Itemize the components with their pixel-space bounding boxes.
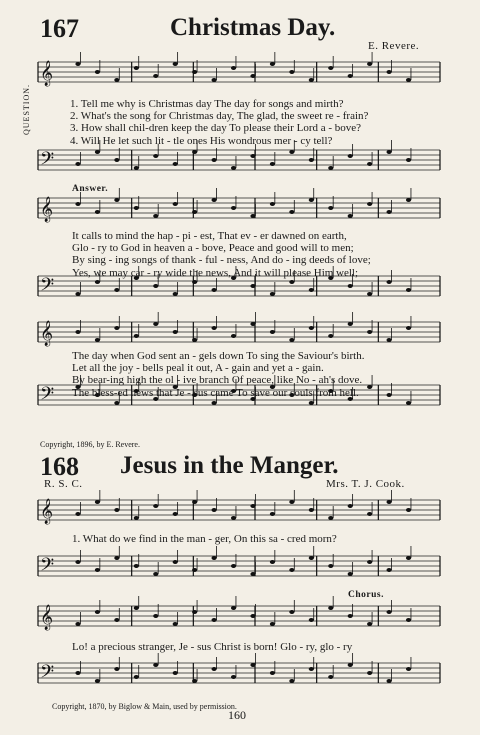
note-head bbox=[75, 512, 80, 516]
note-head bbox=[367, 330, 372, 334]
note-head bbox=[328, 516, 333, 520]
note-head bbox=[153, 614, 158, 618]
note-head bbox=[134, 606, 139, 610]
note-head bbox=[212, 401, 217, 405]
note-head bbox=[406, 401, 411, 405]
clef-icon: 𝄞 bbox=[40, 321, 54, 346]
note-head bbox=[231, 206, 236, 210]
note-head bbox=[270, 162, 275, 166]
note-head bbox=[212, 556, 217, 560]
clef-icon: 𝄞 bbox=[40, 499, 54, 524]
note-head bbox=[114, 78, 119, 82]
answer-verses bbox=[72, 230, 371, 279]
note-head bbox=[328, 166, 333, 170]
note-head bbox=[231, 675, 236, 679]
note-head bbox=[270, 62, 275, 66]
note-head bbox=[75, 202, 80, 206]
note-head bbox=[231, 166, 236, 170]
answer-label: Answer. bbox=[72, 184, 109, 194]
note-head bbox=[114, 556, 119, 560]
note-head bbox=[75, 560, 80, 564]
note-head bbox=[387, 280, 392, 284]
note-head bbox=[270, 292, 275, 296]
clef-icon: 𝄢 bbox=[40, 662, 55, 687]
copyright-168: Copyright, 1870, by Biglow & Main, used by permission. bbox=[52, 702, 237, 711]
note-head bbox=[387, 568, 392, 572]
answer-verse-4: Yes, we may car - ry wide the news, And it will please Him well; bbox=[72, 266, 359, 279]
note-head bbox=[406, 508, 411, 512]
note-head bbox=[212, 667, 217, 671]
note-head bbox=[348, 614, 353, 618]
note-head bbox=[348, 74, 353, 78]
note-head bbox=[367, 162, 372, 166]
note-head bbox=[95, 568, 100, 572]
clef-icon: 𝄢 bbox=[40, 275, 55, 300]
note-head bbox=[348, 504, 353, 508]
note-head bbox=[95, 210, 100, 214]
note-head bbox=[95, 150, 100, 154]
note-head bbox=[95, 679, 100, 683]
note-head bbox=[387, 338, 392, 342]
note-head bbox=[367, 202, 372, 206]
note-head bbox=[153, 154, 158, 158]
note-head bbox=[134, 66, 139, 70]
copyright-167: Copyright, 1896, by E. Revere. bbox=[40, 440, 140, 449]
note-head bbox=[289, 70, 294, 74]
note-head bbox=[289, 568, 294, 572]
clef-icon: 𝄞 bbox=[40, 61, 54, 86]
note-head bbox=[114, 401, 119, 405]
note-head bbox=[114, 158, 119, 162]
hymn-author-167: E. Revere. bbox=[368, 40, 420, 52]
refrain-verse-4: The bless-ed news that Je - sus came To save our souls from hell. bbox=[72, 386, 359, 399]
note-head bbox=[153, 74, 158, 78]
note-head bbox=[134, 675, 139, 679]
note-head bbox=[328, 675, 333, 679]
note-head bbox=[75, 292, 80, 296]
note-head bbox=[75, 622, 80, 626]
hymn-author-168: Mrs. T. J. Cook. bbox=[326, 478, 405, 490]
hymn-number-167: 167 bbox=[40, 14, 79, 43]
note-head bbox=[289, 280, 294, 284]
note-head bbox=[309, 667, 314, 671]
note-head bbox=[348, 214, 353, 218]
clef-icon: 𝄞 bbox=[40, 605, 54, 630]
refrain-verse-1: The day when God sent an - gels down To sing the Saviour's birth. bbox=[72, 350, 365, 362]
note-head bbox=[153, 322, 158, 326]
note-head bbox=[270, 622, 275, 626]
note-head bbox=[134, 334, 139, 338]
note-head bbox=[406, 78, 411, 82]
hymn-composer-168: R. S. C. bbox=[44, 478, 83, 490]
note-head bbox=[367, 560, 372, 564]
note-head bbox=[173, 162, 178, 166]
note-head bbox=[367, 292, 372, 296]
chorus-label: Chorus. bbox=[348, 590, 384, 600]
note-head bbox=[289, 210, 294, 214]
note-head bbox=[367, 385, 372, 389]
note-head bbox=[212, 158, 217, 162]
question-label: QUESTION. bbox=[22, 84, 31, 135]
note-head bbox=[231, 334, 236, 338]
note-head bbox=[75, 162, 80, 166]
note-head bbox=[212, 198, 217, 202]
clef-icon: 𝄢 bbox=[40, 555, 55, 580]
note-head bbox=[114, 618, 119, 622]
question-verse-2: 2. What's the song for Christmas day, The glad, the sweet re - frain? bbox=[70, 110, 369, 123]
note-head bbox=[367, 671, 372, 675]
note-head bbox=[289, 338, 294, 342]
note-head bbox=[309, 508, 314, 512]
note-head bbox=[367, 622, 372, 626]
note-head bbox=[328, 606, 333, 610]
note-head bbox=[153, 284, 158, 288]
note-head bbox=[328, 334, 333, 338]
hymn-title-168: Jesus in the Manger. bbox=[120, 452, 339, 479]
chorus-line-168: Lo! a precious stranger, Je - sus Christ is born! Glo - ry, glo - ry bbox=[72, 641, 353, 653]
note-head bbox=[114, 288, 119, 292]
note-head bbox=[309, 326, 314, 330]
note-head bbox=[270, 202, 275, 206]
note-head bbox=[406, 158, 411, 162]
note-head bbox=[231, 66, 236, 70]
clef-icon: 𝄢 bbox=[40, 384, 55, 409]
note-head bbox=[153, 504, 158, 508]
note-head bbox=[114, 667, 119, 671]
note-head bbox=[95, 338, 100, 342]
note-head bbox=[153, 572, 158, 576]
note-head bbox=[348, 322, 353, 326]
note-head bbox=[153, 214, 158, 218]
note-head bbox=[387, 500, 392, 504]
note-head bbox=[212, 508, 217, 512]
note-head bbox=[309, 78, 314, 82]
refrain-verses bbox=[72, 350, 364, 399]
note-head bbox=[153, 663, 158, 667]
note-head bbox=[348, 154, 353, 158]
note-head bbox=[406, 667, 411, 671]
note-head bbox=[387, 610, 392, 614]
note-head bbox=[328, 564, 333, 568]
note-head bbox=[289, 150, 294, 154]
note-head bbox=[387, 679, 392, 683]
note-head bbox=[309, 401, 314, 405]
note-head bbox=[173, 202, 178, 206]
note-head bbox=[406, 288, 411, 292]
note-head bbox=[173, 330, 178, 334]
verse-line-168: 1. What do we find in the man - ger, On this sa - cred morn? bbox=[72, 533, 337, 545]
note-head bbox=[348, 663, 353, 667]
note-head bbox=[387, 70, 392, 74]
question-verses bbox=[70, 98, 368, 147]
note-head bbox=[387, 393, 392, 397]
note-head bbox=[212, 78, 217, 82]
note-head bbox=[114, 326, 119, 330]
note-head bbox=[231, 564, 236, 568]
note-head bbox=[114, 198, 119, 202]
note-head bbox=[289, 500, 294, 504]
note-head bbox=[134, 516, 139, 520]
note-head bbox=[173, 512, 178, 516]
note-head bbox=[95, 610, 100, 614]
note-head bbox=[387, 150, 392, 154]
answer-verse-3: By sing - ing songs of thank - ful - ness, And do - ing deeds of love; bbox=[72, 254, 371, 267]
note-head bbox=[173, 622, 178, 626]
note-head bbox=[328, 206, 333, 210]
note-head bbox=[270, 330, 275, 334]
note-head bbox=[212, 288, 217, 292]
note-head bbox=[114, 508, 119, 512]
question-verse-1: 1. Tell me why is Christmas day The day for songs and mirth? bbox=[70, 98, 344, 110]
note-head bbox=[309, 198, 314, 202]
refrain-verse-2: Let all the joy - bells peal it out, A - gain and yet a - gain. bbox=[72, 362, 324, 375]
note-head bbox=[75, 330, 80, 334]
answer-verse-2: Glo - ry to God in heaven a - bove, Peace and good will to men; bbox=[72, 242, 354, 255]
note-head bbox=[173, 560, 178, 564]
note-head bbox=[309, 288, 314, 292]
note-head bbox=[270, 560, 275, 564]
note-head bbox=[134, 564, 139, 568]
note-head bbox=[212, 326, 217, 330]
question-verse-3: 3. How shall chil-dren keep the day To please their Lord a - bove? bbox=[70, 122, 362, 135]
note-head bbox=[406, 198, 411, 202]
note-head bbox=[348, 572, 353, 576]
refrain-verse-3: By bear-ing high the ol - ive branch Of peace, like No - ah's dove. bbox=[72, 374, 363, 387]
note-head bbox=[367, 62, 372, 66]
answer-verse-1: It calls to mind the hap - pi - est, That ev - er dawned on earth, bbox=[72, 230, 347, 242]
note-head bbox=[289, 679, 294, 683]
note-head bbox=[173, 671, 178, 675]
note-head bbox=[289, 610, 294, 614]
note-head bbox=[309, 158, 314, 162]
note-head bbox=[95, 280, 100, 284]
note-head bbox=[270, 671, 275, 675]
note-head bbox=[134, 166, 139, 170]
note-head bbox=[328, 66, 333, 70]
note-head bbox=[212, 618, 217, 622]
page-number: 160 bbox=[228, 708, 246, 722]
question-verse-4: 4. Will He let such lit - tle ones His wondrous mer - cy tell? bbox=[70, 134, 333, 147]
hymn-title-167: Christmas Day. bbox=[170, 14, 336, 41]
clef-icon: 𝄢 bbox=[40, 149, 55, 174]
clef-icon: 𝄞 bbox=[40, 197, 54, 222]
note-head bbox=[309, 618, 314, 622]
note-head bbox=[406, 326, 411, 330]
note-head bbox=[75, 671, 80, 675]
note-head bbox=[387, 210, 392, 214]
note-head bbox=[173, 62, 178, 66]
note-head bbox=[95, 500, 100, 504]
note-head bbox=[231, 606, 236, 610]
note-head bbox=[95, 70, 100, 74]
note-head bbox=[231, 516, 236, 520]
note-head bbox=[270, 512, 275, 516]
hymn-number-168: 168 bbox=[40, 452, 79, 481]
note-head bbox=[406, 618, 411, 622]
note-head bbox=[406, 556, 411, 560]
note-head bbox=[309, 556, 314, 560]
note-head bbox=[75, 62, 80, 66]
note-head bbox=[367, 512, 372, 516]
note-head bbox=[134, 206, 139, 210]
note-head bbox=[348, 284, 353, 288]
note-head bbox=[173, 292, 178, 296]
